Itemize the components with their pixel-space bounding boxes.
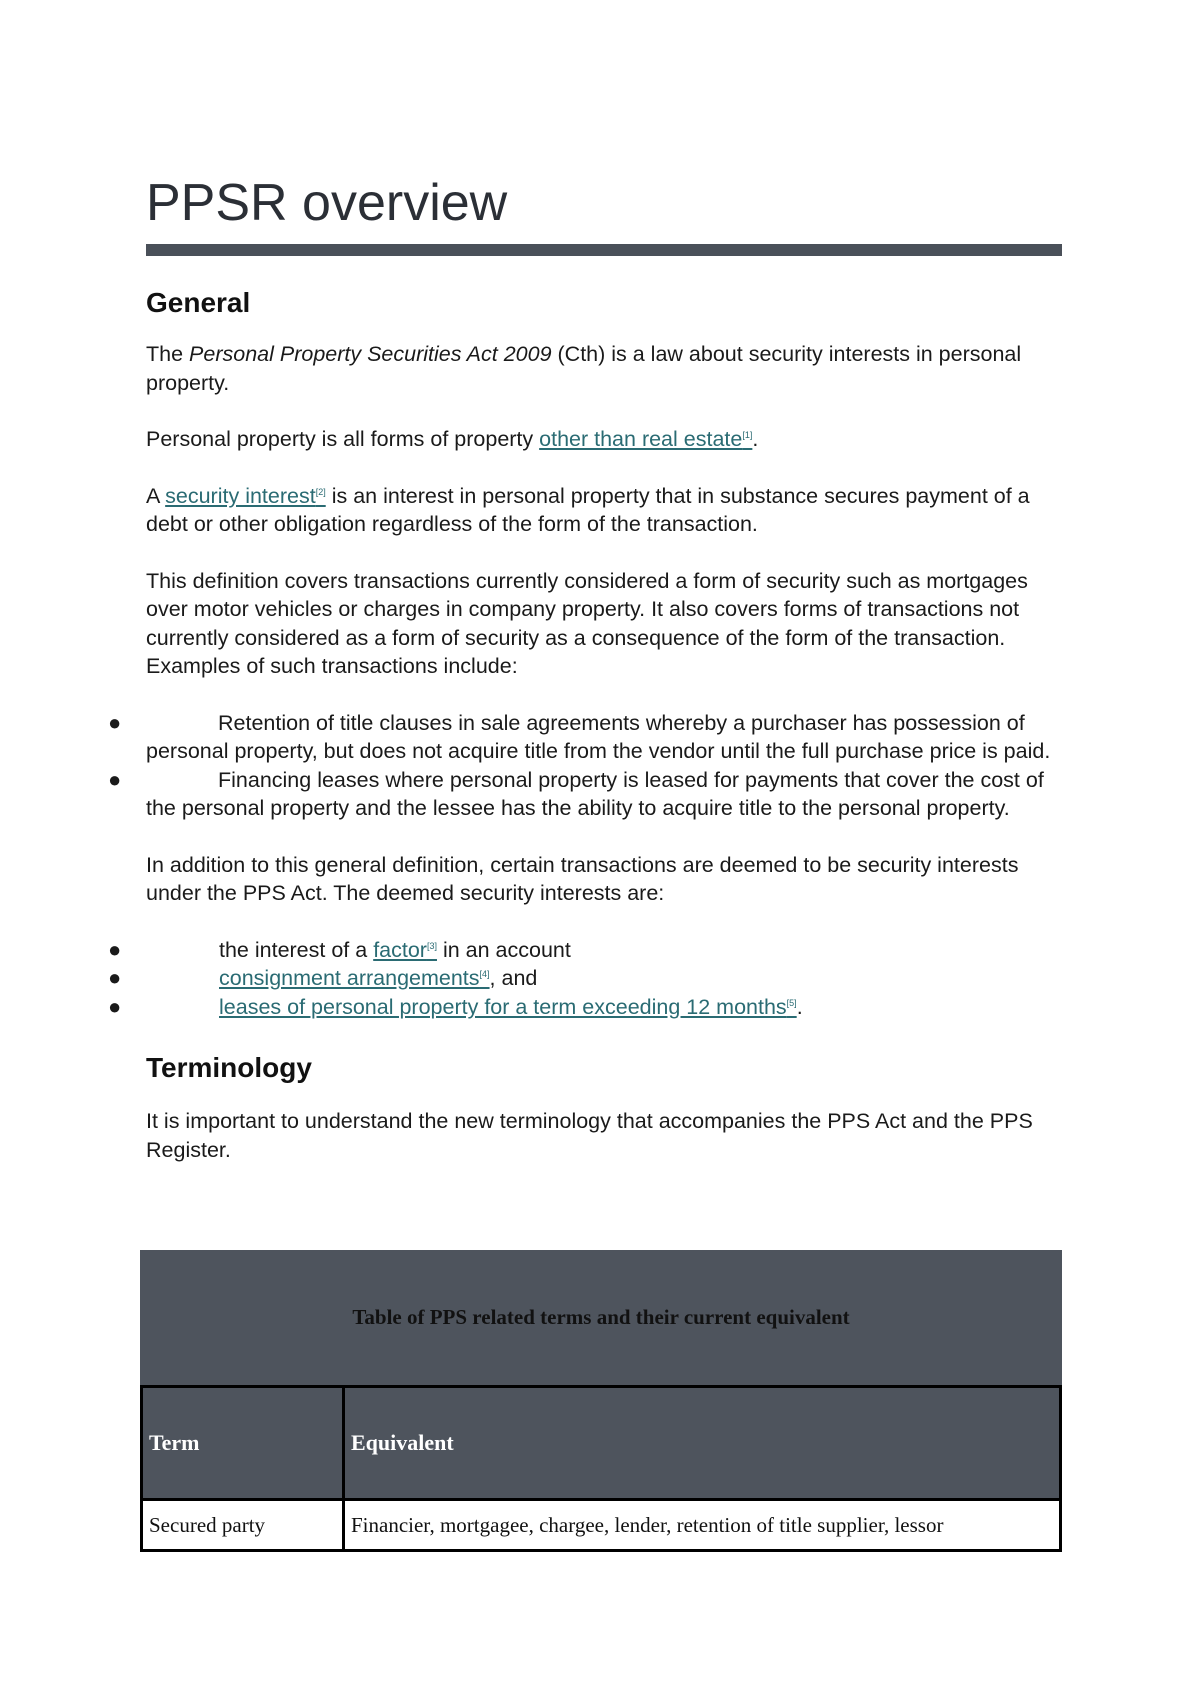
link-consignment-arrangements[interactable]: [219, 966, 490, 990]
text: the interest of a: [219, 937, 374, 962]
link-text: leases of personal property for a term exceeding 12 months: [219, 994, 787, 1019]
link-security-interest[interactable]: [165, 484, 326, 508]
text: in an account: [436, 937, 571, 962]
link-factor[interactable]: [373, 938, 437, 962]
general-paragraph-3: [146, 482, 1066, 539]
terminology-paragraph: It is important to understand the new terminology that accompanies the PPS Act and the PPS Register.: [146, 1109, 1033, 1162]
text: is an interest in personal property that in substance secures payment of a debt or other obligation regardless of the form of the transaction.: [146, 483, 1030, 536]
text: Personal property is all forms of property: [146, 427, 540, 451]
terms-table-wrapper: [140, 1250, 1062, 1552]
list-item: [108, 936, 1066, 965]
footnote-ref: [1]: [742, 429, 753, 440]
table-header-term: Term: [142, 1387, 344, 1500]
link-text: other than real estate: [539, 427, 743, 451]
text: A: [146, 483, 166, 508]
text: The: [146, 342, 190, 366]
text: .: [752, 427, 759, 451]
deemed-interests-list: [108, 936, 1066, 1022]
act-title: Personal Property Securities Act 2009: [189, 342, 552, 366]
list-item-text: Financing leases where personal property is leased for payments that cover the cost of the personal property and the lessee has the ability to acquire title to the personal property.: [146, 767, 1044, 820]
footnote-ref: [4]: [479, 968, 490, 979]
bullet-icon: ●: [108, 936, 122, 962]
link-other-than-real-estate[interactable]: [539, 427, 752, 451]
general-paragraph-5: In addition to this general definition, certain transactions are deemed to be security interests under the PPS Act. The deemed security interests are:: [146, 852, 1019, 905]
title-rule: [146, 244, 1062, 256]
link-text: factor: [373, 937, 427, 962]
heading-general: General: [146, 287, 251, 318]
general-paragraph-4: This definition covers transactions currently considered a form of security such as mortgages over motor vehicles or charges in company property. It also covers forms of transactions not currently considered as a form of security as a consequence of the form of the transaction. Examples of such transactions include:: [146, 568, 1028, 678]
document-content: [108, 170, 1066, 1164]
text: , and: [489, 966, 538, 990]
terms-table: [140, 1385, 1062, 1552]
table-header-equivalent: Equivalent: [344, 1387, 1061, 1500]
table-header-row: [142, 1387, 1061, 1500]
list-item: [108, 766, 1066, 823]
heading-terminology: Terminology: [146, 1052, 312, 1083]
footnote-ref: [2]: [315, 486, 326, 497]
link-text: security interest: [165, 483, 316, 508]
list-item: [108, 964, 1066, 993]
bullet-icon: ●: [108, 965, 122, 990]
footnote-ref: [5]: [786, 997, 797, 1008]
list-item: [108, 993, 1066, 1022]
bullet-icon: ●: [108, 993, 122, 1019]
table-cell: Financier, mortgagee, chargee, lender, retention of title supplier, lessor: [344, 1500, 1061, 1551]
general-paragraph-2: [146, 425, 1066, 454]
page-title: PPSR overview: [146, 174, 508, 232]
link-leases-of-personal-property[interactable]: [219, 995, 797, 1019]
text: (Cth) is a law about security interests in personal property.: [146, 342, 1022, 395]
link-text: consignment arrangements: [219, 966, 480, 990]
table-row: [142, 1500, 1061, 1551]
list-item-text: Retention of title clauses in sale agreements whereby a purchaser has possession of personal property, but does not acquire title from the vendor until the full purchase price is paid.: [146, 710, 1051, 763]
footnote-ref: [3]: [426, 940, 437, 951]
text: .: [796, 994, 803, 1019]
table-caption: Table of PPS related terms and their current equivalent: [140, 1250, 1062, 1385]
general-paragraph-1: [146, 340, 1066, 397]
examples-list: [108, 709, 1066, 823]
bullet-icon: ●: [108, 709, 122, 735]
list-item: [108, 709, 1066, 766]
table-cell: Secured party: [142, 1500, 344, 1551]
bullet-icon: ●: [108, 766, 122, 792]
